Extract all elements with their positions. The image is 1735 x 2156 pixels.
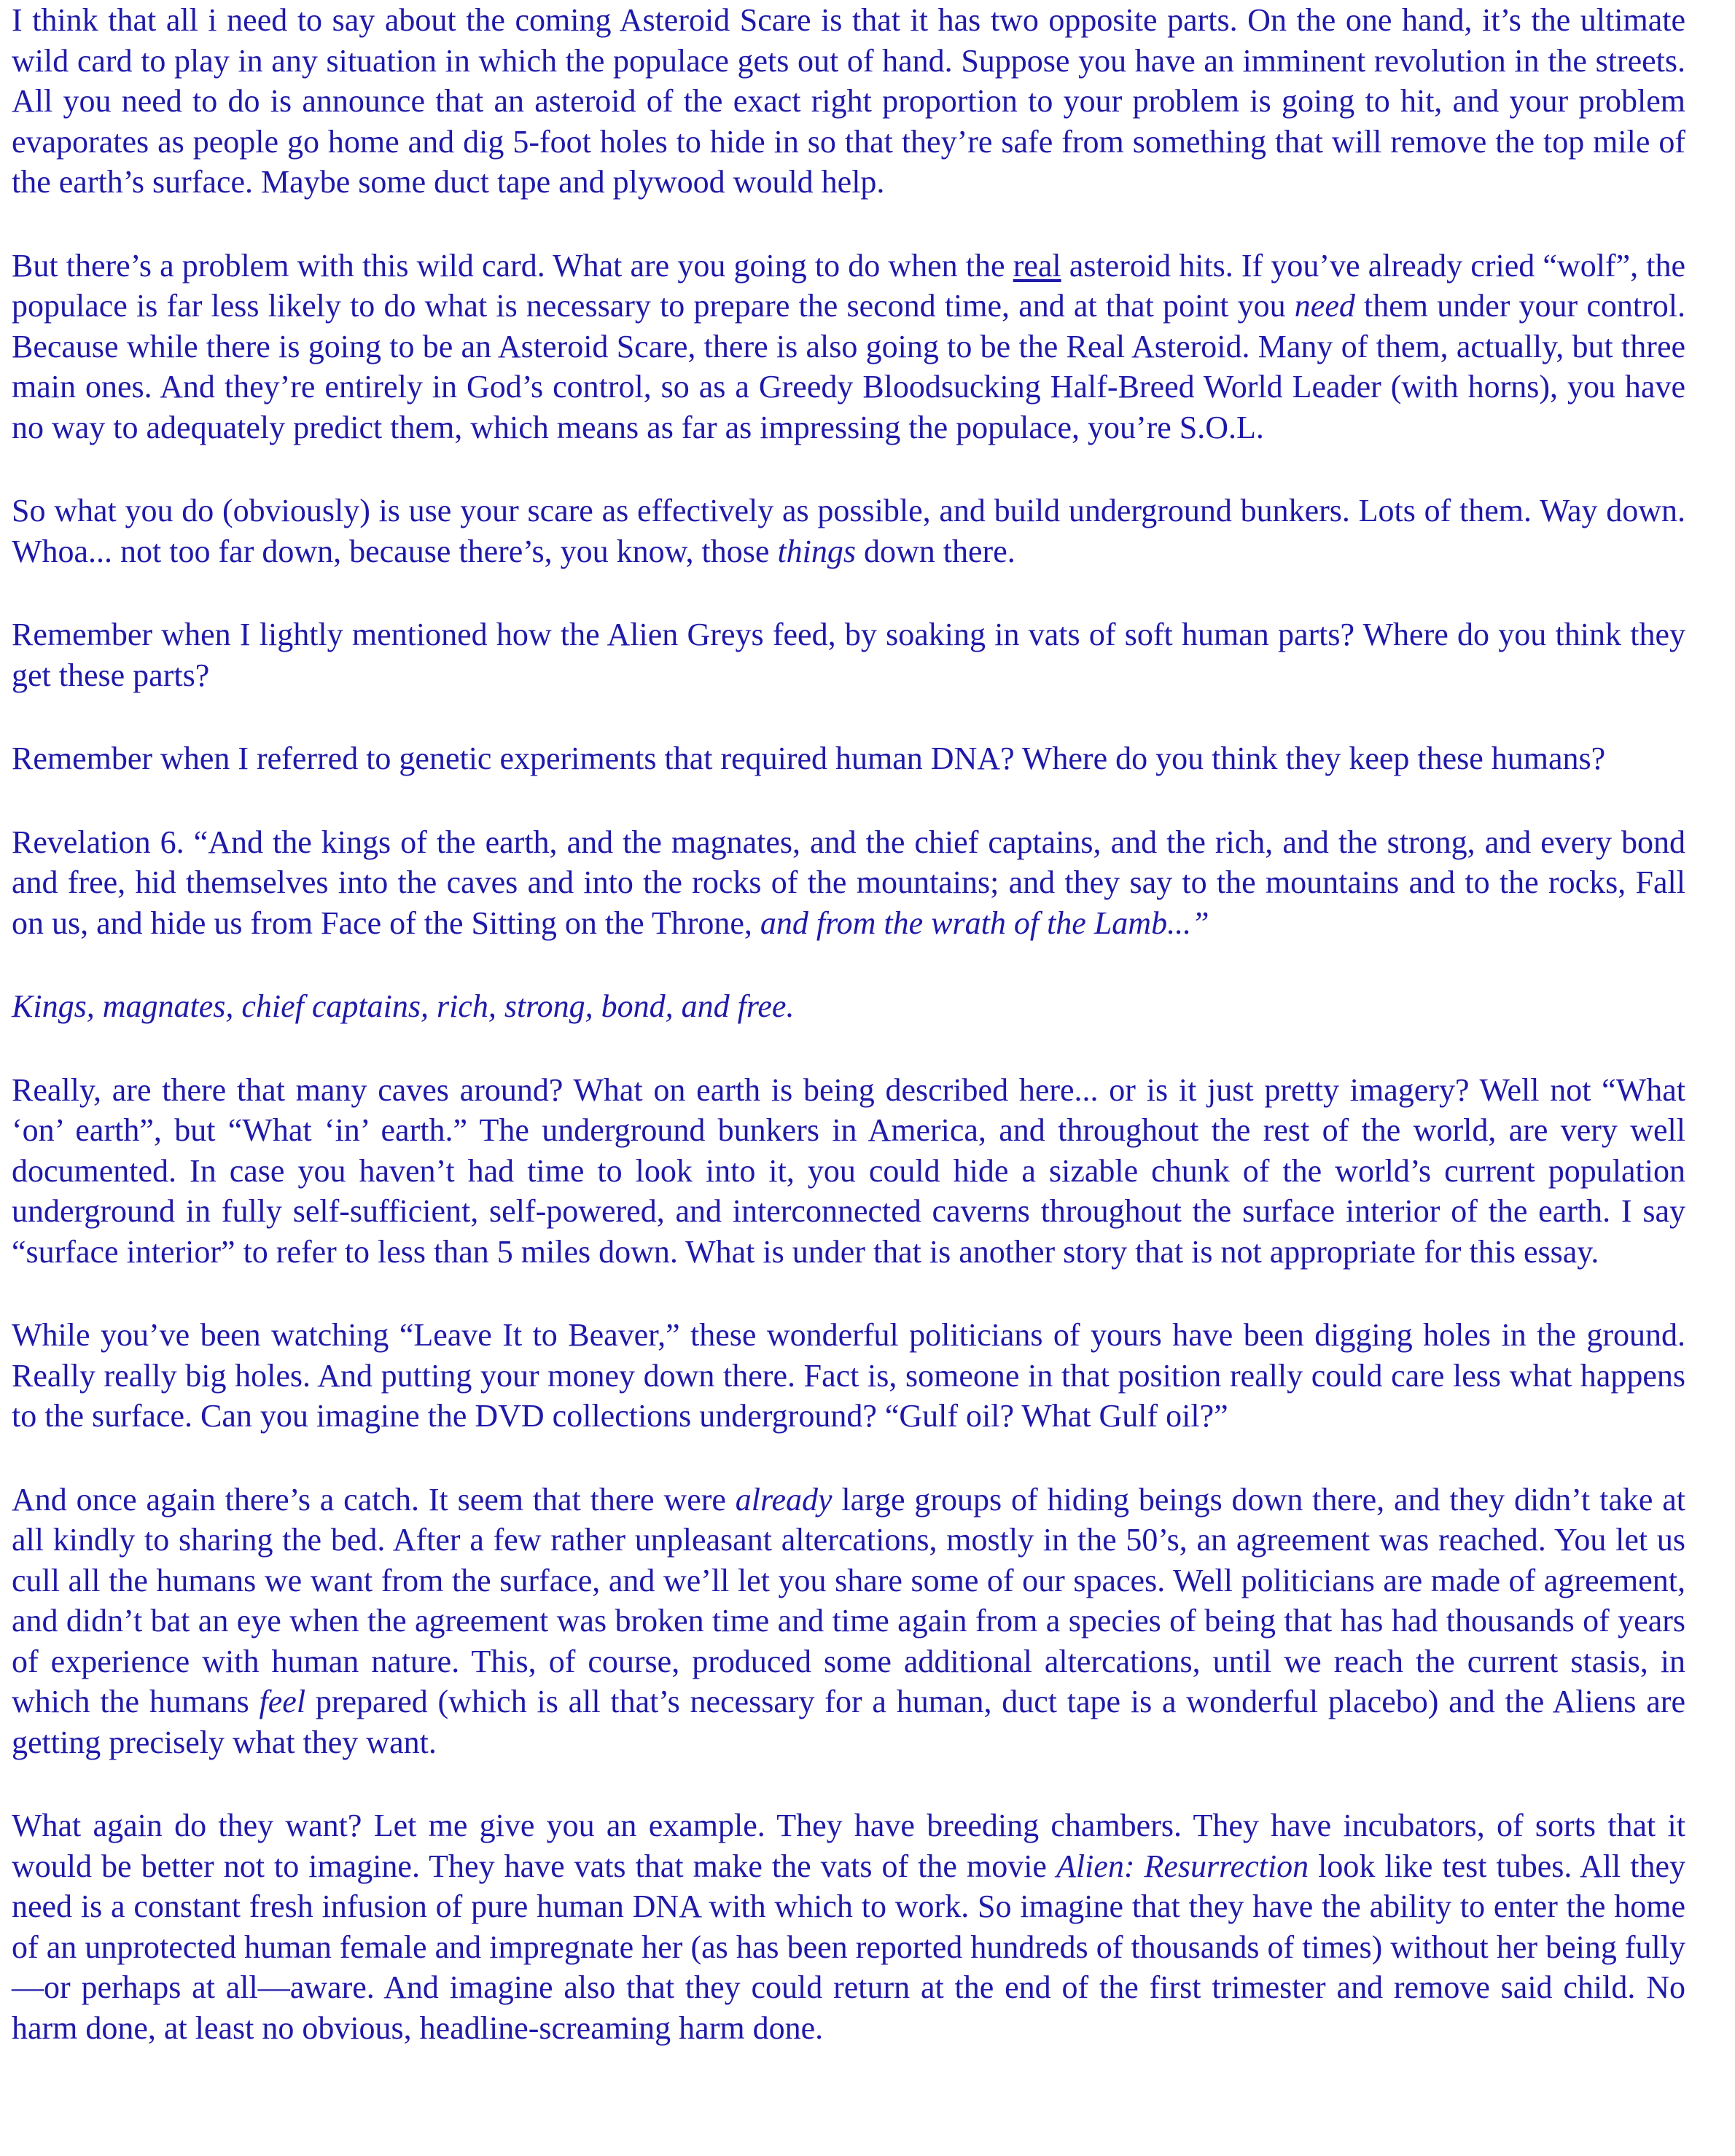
text-segment: Remember when I referred to genetic experiments that required human DNA? Where do you think they keep these humans? xyxy=(12,741,1606,776)
italic-word: need xyxy=(1294,288,1355,324)
movie-title: Alien: Resurrection xyxy=(1056,1848,1309,1884)
text-segment: Remember when I lightly mentioned how the Alien Greys feed, by soaking in vats of soft human parts? Where do you think they get these parts? xyxy=(12,617,1685,693)
text-segment: Revelation 6. “And the kings of the earth, and the magnates, and the chief captains, and the rich, and the strong, and every bond and free, hid themselves into the caves and into the rocks of the mountains; and they say to the mountains and to the rocks, Fall on us, and hide us from Face of the Sitting on the Throne, xyxy=(12,824,1685,941)
paragraph-4 xyxy=(12,614,1685,695)
italic-word: things xyxy=(777,533,857,569)
text-segment: What again do they want? Let me give you an example. They have breeding chambers. They have incubators, of sorts that it would be better not to imagine. They have vats that make the vats of the movie xyxy=(12,1808,1685,1884)
text-segment: asteroid hits. If you’ve already cried “wolf”, the populace is far less likely to do what is necessary to prepare the second time, and at that point you xyxy=(12,247,1685,324)
text-segment: prepared (which is all that’s necessary for a human, duct tape is a wonderful placebo) and the Aliens are getting precisely what they want. xyxy=(12,1684,1685,1760)
paragraph-8 xyxy=(12,1070,1685,1273)
paragraph-11 xyxy=(12,1805,1685,2048)
paragraph-5 xyxy=(12,738,1685,779)
text-segment: While you’ve been watching “Leave It to Beaver,” these wonderful politicians of yours have been digging holes in the ground. Really really big holes. And putting your money down there. Fact is, someone in that position really could care less what happens to the surface. Can you imagine the DVD collections underground? “Gulf oil? What Gulf oil?” xyxy=(12,1317,1685,1434)
italic-word: feel xyxy=(259,1684,306,1719)
paragraph-9 xyxy=(12,1315,1685,1437)
underlined-word: real xyxy=(1013,247,1061,284)
paragraph-1 xyxy=(12,0,1685,203)
text-segment: Really, are there that many caves around? What on earth is being described here... or is it just pretty imagery? Well not “What ‘on’ earth”, but “What ‘in’ earth.” The underground bunkers in America, and throughout the rest of the world, are very well documented. In case you haven’t had time to look into it, you could hide a sizable chunk of the world’s current population underground in fully self-sufficient, self-powered, and interconnected caverns throughout the surface interior of the earth. I say “surface interior” to refer to less than 5 miles down. What is under that is another story that is not appropriate for this essay. xyxy=(12,1071,1685,1270)
text-segment: And once again there’s a catch. It seem that there were xyxy=(12,1481,736,1518)
text-segment: So what you do (obviously) is use your scare as effectively as possible, and build underground bunkers. Lots of them. Way down. Whoa... not too far down, because there’s, you know, those xyxy=(12,493,1685,569)
italic-line: Kings, magnates, chief captains, rich, strong, bond, and free. xyxy=(12,988,795,1024)
italic-word: already xyxy=(735,1481,833,1518)
text-segment: I think that all i need to say about the coming Asteroid Scare is that it has two opposite parts. On the one hand, it’s the ultimate wild card to play in any situation in which the populace gets out of hand. Suppose you have an imminent revolution in the streets. All you need to do is announce that an asteroid of the exact right proportion to your problem is going to hit, and your problem evaporates as people go home and dig 5-foot holes to hide in so that they’re safe from something that will remove the top mile of the earth’s surface. Maybe some duct tape and plywood would help. xyxy=(12,2,1685,200)
paragraph-2 xyxy=(12,246,1685,448)
text-segment: them under your control. Because while there is going to be an Asteroid Scare, there is also going to be the Real Asteroid. Many of them, actually, but three main ones. And they’re entirely in God’s control, so as a Greedy Bloodsucking Half-Breed World Leader (with horns), you have no way to adequately predict them, which means as far as impressing the populace, you’re S.O.L. xyxy=(12,288,1686,445)
italic-quote-ending: and from the wrath of the Lamb...” xyxy=(760,905,1209,941)
text-segment: But there’s a problem with this wild card. What are you going to do when the xyxy=(12,247,1013,284)
paragraph-6-scripture-quote xyxy=(12,822,1685,944)
text-segment: down there. xyxy=(856,533,1015,569)
paragraph-10 xyxy=(12,1480,1685,1763)
paragraph-3 xyxy=(12,491,1685,571)
paragraph-7-italic-list xyxy=(12,986,1685,1027)
text-segment: large groups of hiding beings down there, and they didn’t take at all kindly to sharing the bed. After a few rather unpleasant altercations, mostly in the 50’s, an agreement was reached. You let us cull all the humans we want from the surface, and we’ll let you share some of our spaces. Well politicians are made of agreement, and didn’t bat an eye when the agreement was broken time and time again from a species of being that has had thousands of years of experience with human nature. This, of course, produced some additional altercations, until we reach the current stasis, in which the humans xyxy=(12,1481,1685,1719)
text-segment: look like test tubes. All they need is a constant fresh infusion of pure human DNA with which to work. So imagine that they have the ability to enter the home of an unprotected human female and impregnate her (as has been reported hundreds of thousands of times) without her being fully—or perhaps at all—aware. And imagine also that they could return at the end of the first trimester and remove said child. No harm done, at least no obvious, headline-screaming harm done. xyxy=(12,1848,1685,2046)
